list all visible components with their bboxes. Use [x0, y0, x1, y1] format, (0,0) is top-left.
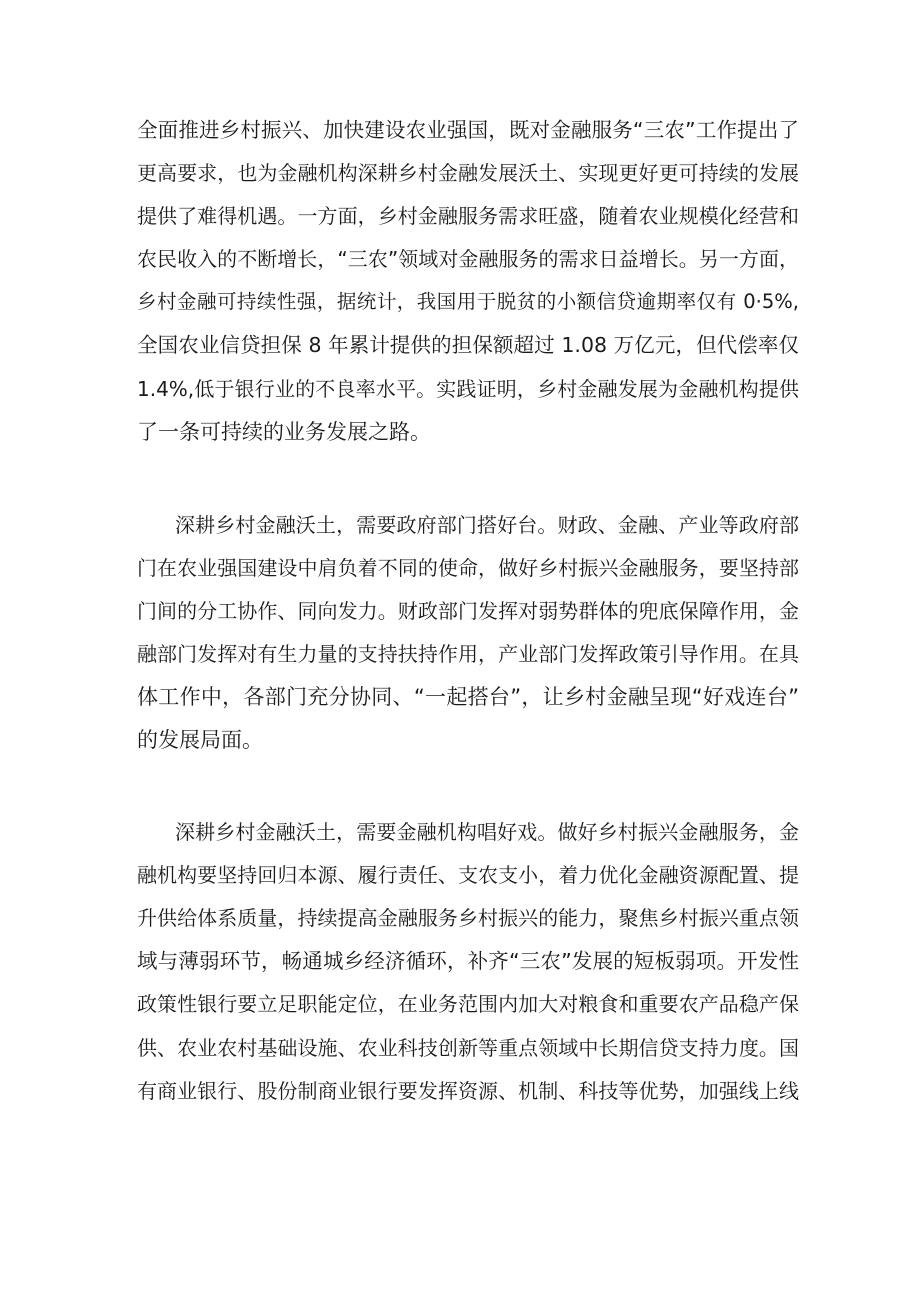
- paragraph-line: 全面推进乡村振兴、加快建设农业强国，既对金融服务“三农”工作提出了: [137, 118, 799, 142]
- paragraph-line: 门间的分工协作、同向发力。财政部门发挥对弱势群体的兜底保障作用，金: [137, 599, 799, 623]
- paragraph-line: 农民收入的不断增长，“三农”领域对金融服务的需求日益增长。另一方面，: [137, 247, 799, 271]
- paragraph-line: 深耕乡村金融沃土，需要政府部门搭好台。财政、金融、产业等政府部: [175, 513, 799, 537]
- paragraph-line: 融机构要坚持回归本源、履行责任、支农支小，着力优化金融资源配置、提: [137, 863, 799, 887]
- paragraph-line: 域与薄弱环节，畅通城乡经济循环，补齐“三农”发展的短板弱项。开发性: [137, 949, 799, 973]
- paragraph-line: 门在农业强国建设中肩负着不同的使命，做好乡村振兴金融服务，要坚持部: [137, 556, 799, 580]
- paragraph-line: 1.4%,低于银行业的不良率水平。实践证明，乡村金融发展为金融机构提供: [137, 377, 799, 401]
- paragraph-line: 融部门发挥对有生力量的支持扶持作用，产业部门发挥政策引导作用。在具: [137, 642, 799, 666]
- paragraph-line: 有商业银行、股份制商业银行要发挥资源、机制、科技等优势，加强线上线: [137, 1079, 799, 1103]
- paragraph-line: 全国农业信贷担保 8 年累计提供的担保额超过 1.08 万亿元，但代偿率仅: [137, 333, 799, 357]
- paragraph-line: 供、农业农村基础设施、农业科技创新等重点领域中长期信贷支持力度。国: [137, 1036, 799, 1060]
- paragraph-line: 更高要求，也为金融机构深耕乡村金融发展沃土、实现更好更可持续的发展: [137, 161, 799, 185]
- paragraph-line: 了一条可持续的业务发展之路。: [137, 420, 431, 444]
- paragraph-line: 升供给体系质量，持续提高金融服务乡村振兴的能力，聚焦乡村振兴重点领: [137, 906, 799, 930]
- paragraph-line: 提供了难得机遇。一方面，乡村金融服务需求旺盛，随着农业规模化经营和: [137, 204, 799, 228]
- paragraph-line: 的发展局面。: [137, 728, 263, 752]
- paragraph-line: 体工作中，各部门充分协同、“一起搭台”，让乡村金融呈现“好戏连台”: [137, 685, 799, 709]
- paragraph-line: 乡村金融可持续性强，据统计，我国用于脱贫的小额信贷逾期率仅有 0·5%,: [137, 290, 799, 313]
- paragraph-line: 深耕乡村金融沃土，需要金融机构唱好戏。做好乡村振兴金融服务，金: [175, 820, 799, 844]
- paragraph-line: 政策性银行要立足职能定位，在业务范围内加大对粮食和重要农产品稳产保: [137, 992, 799, 1016]
